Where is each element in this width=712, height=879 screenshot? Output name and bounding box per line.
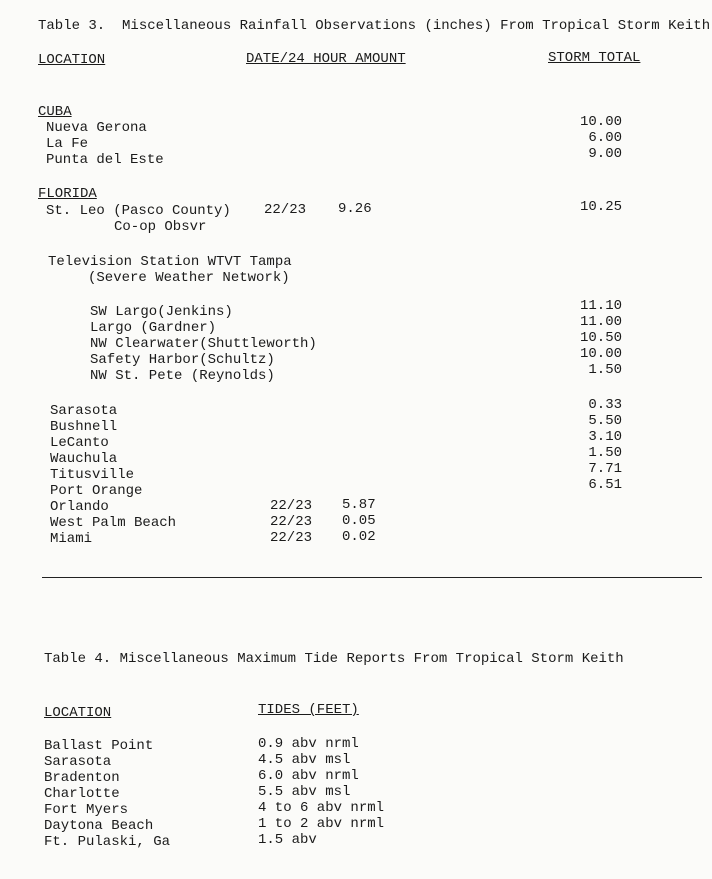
table3-title: Table 3. Miscellaneous Rainfall Observations (inches) From Tropical Storm Keith [38,18,711,34]
tide-value: 6.0 abv nrml [258,768,359,784]
section-divider [42,577,702,578]
network-location: Safety Harbor(Schultz) [90,352,275,368]
tide-location: Fort Myers [44,802,129,818]
other-total: 7.71 [588,461,622,477]
table3-header-location: LOCATION [38,52,106,68]
tide-location: Ft. Pulaski, Ga [44,834,171,850]
other-date: 22/23 [270,530,313,546]
other-date: 22/23 [270,498,313,514]
tide-value: 5.5 abv msl [258,784,351,800]
network-total: 10.00 [579,346,622,362]
tide-value: 4 to 6 abv nrml [258,800,385,816]
other-location: West Palm Beach [50,515,177,531]
st-leo-location: St. Leo (Pasco County) [46,203,231,219]
table4-header-location: LOCATION [44,705,112,721]
other-total: 0.33 [588,397,622,413]
network-location: Largo (Gardner) [90,320,217,336]
other-total: 6.51 [588,477,622,493]
other-total: 3.10 [588,429,622,445]
other-amount: 5.87 [342,497,376,513]
other-location: Titusville [50,467,135,483]
florida-section-header: FLORIDA [38,186,97,202]
network-location: NW Clearwater(Shuttleworth) [90,336,317,352]
other-location: Port Orange [50,483,143,499]
table4-header-tides: TIDES (FEET) [258,702,359,718]
st-leo-amount: 9.26 [338,201,372,217]
cuba-location: La Fe [46,136,89,152]
st-leo-note: Co-op Obsvr [114,219,207,235]
table3-header-storm-total: STORM TOTAL [548,50,641,66]
cuba-total: 9.00 [588,146,622,162]
other-location: Miami [50,531,93,547]
other-amount: 0.02 [342,529,376,545]
tide-value: 0.9 abv nrml [258,736,359,752]
other-amount: 0.05 [342,513,376,529]
tide-value: 1 to 2 abv nrml [258,816,385,832]
tv-station-subtitle: (Severe Weather Network) [88,270,290,286]
other-location: LeCanto [50,435,109,451]
other-location: Wauchula [50,451,118,467]
cuba-location: Nueva Gerona [46,120,147,136]
st-leo-date: 22/23 [264,202,307,218]
tide-location: Charlotte [44,786,120,802]
network-location: SW Largo(Jenkins) [90,304,233,320]
network-total: 11.10 [579,298,622,314]
tide-location: Sarasota [44,754,112,770]
tide-location: Bradenton [44,770,120,786]
cuba-section-header: CUBA [38,104,72,120]
other-location: Bushnell [50,419,118,435]
cuba-total: 6.00 [588,130,622,146]
tide-location: Ballast Point [44,738,154,754]
other-location: Sarasota [50,403,118,419]
cuba-total: 10.00 [579,114,622,130]
table4-title: Table 4. Miscellaneous Maximum Tide Reports From Tropical Storm Keith [44,651,624,667]
network-total: 11.00 [579,314,622,330]
network-location: NW St. Pete (Reynolds) [90,368,275,384]
network-total: 1.50 [588,362,622,378]
tide-value: 1.5 abv [258,832,317,848]
st-leo-total: 10.25 [579,199,622,215]
tide-value: 4.5 abv msl [258,752,351,768]
network-total: 10.50 [579,330,622,346]
tide-location: Daytona Beach [44,818,154,834]
other-total: 5.50 [588,413,622,429]
other-date: 22/23 [270,514,313,530]
tv-station-title: Television Station WTVT Tampa [48,254,292,270]
other-location: Orlando [50,499,109,515]
cuba-location: Punta del Este [46,152,164,168]
table3-header-date-amount: DATE/24 HOUR AMOUNT [246,51,406,67]
other-total: 1.50 [588,445,622,461]
